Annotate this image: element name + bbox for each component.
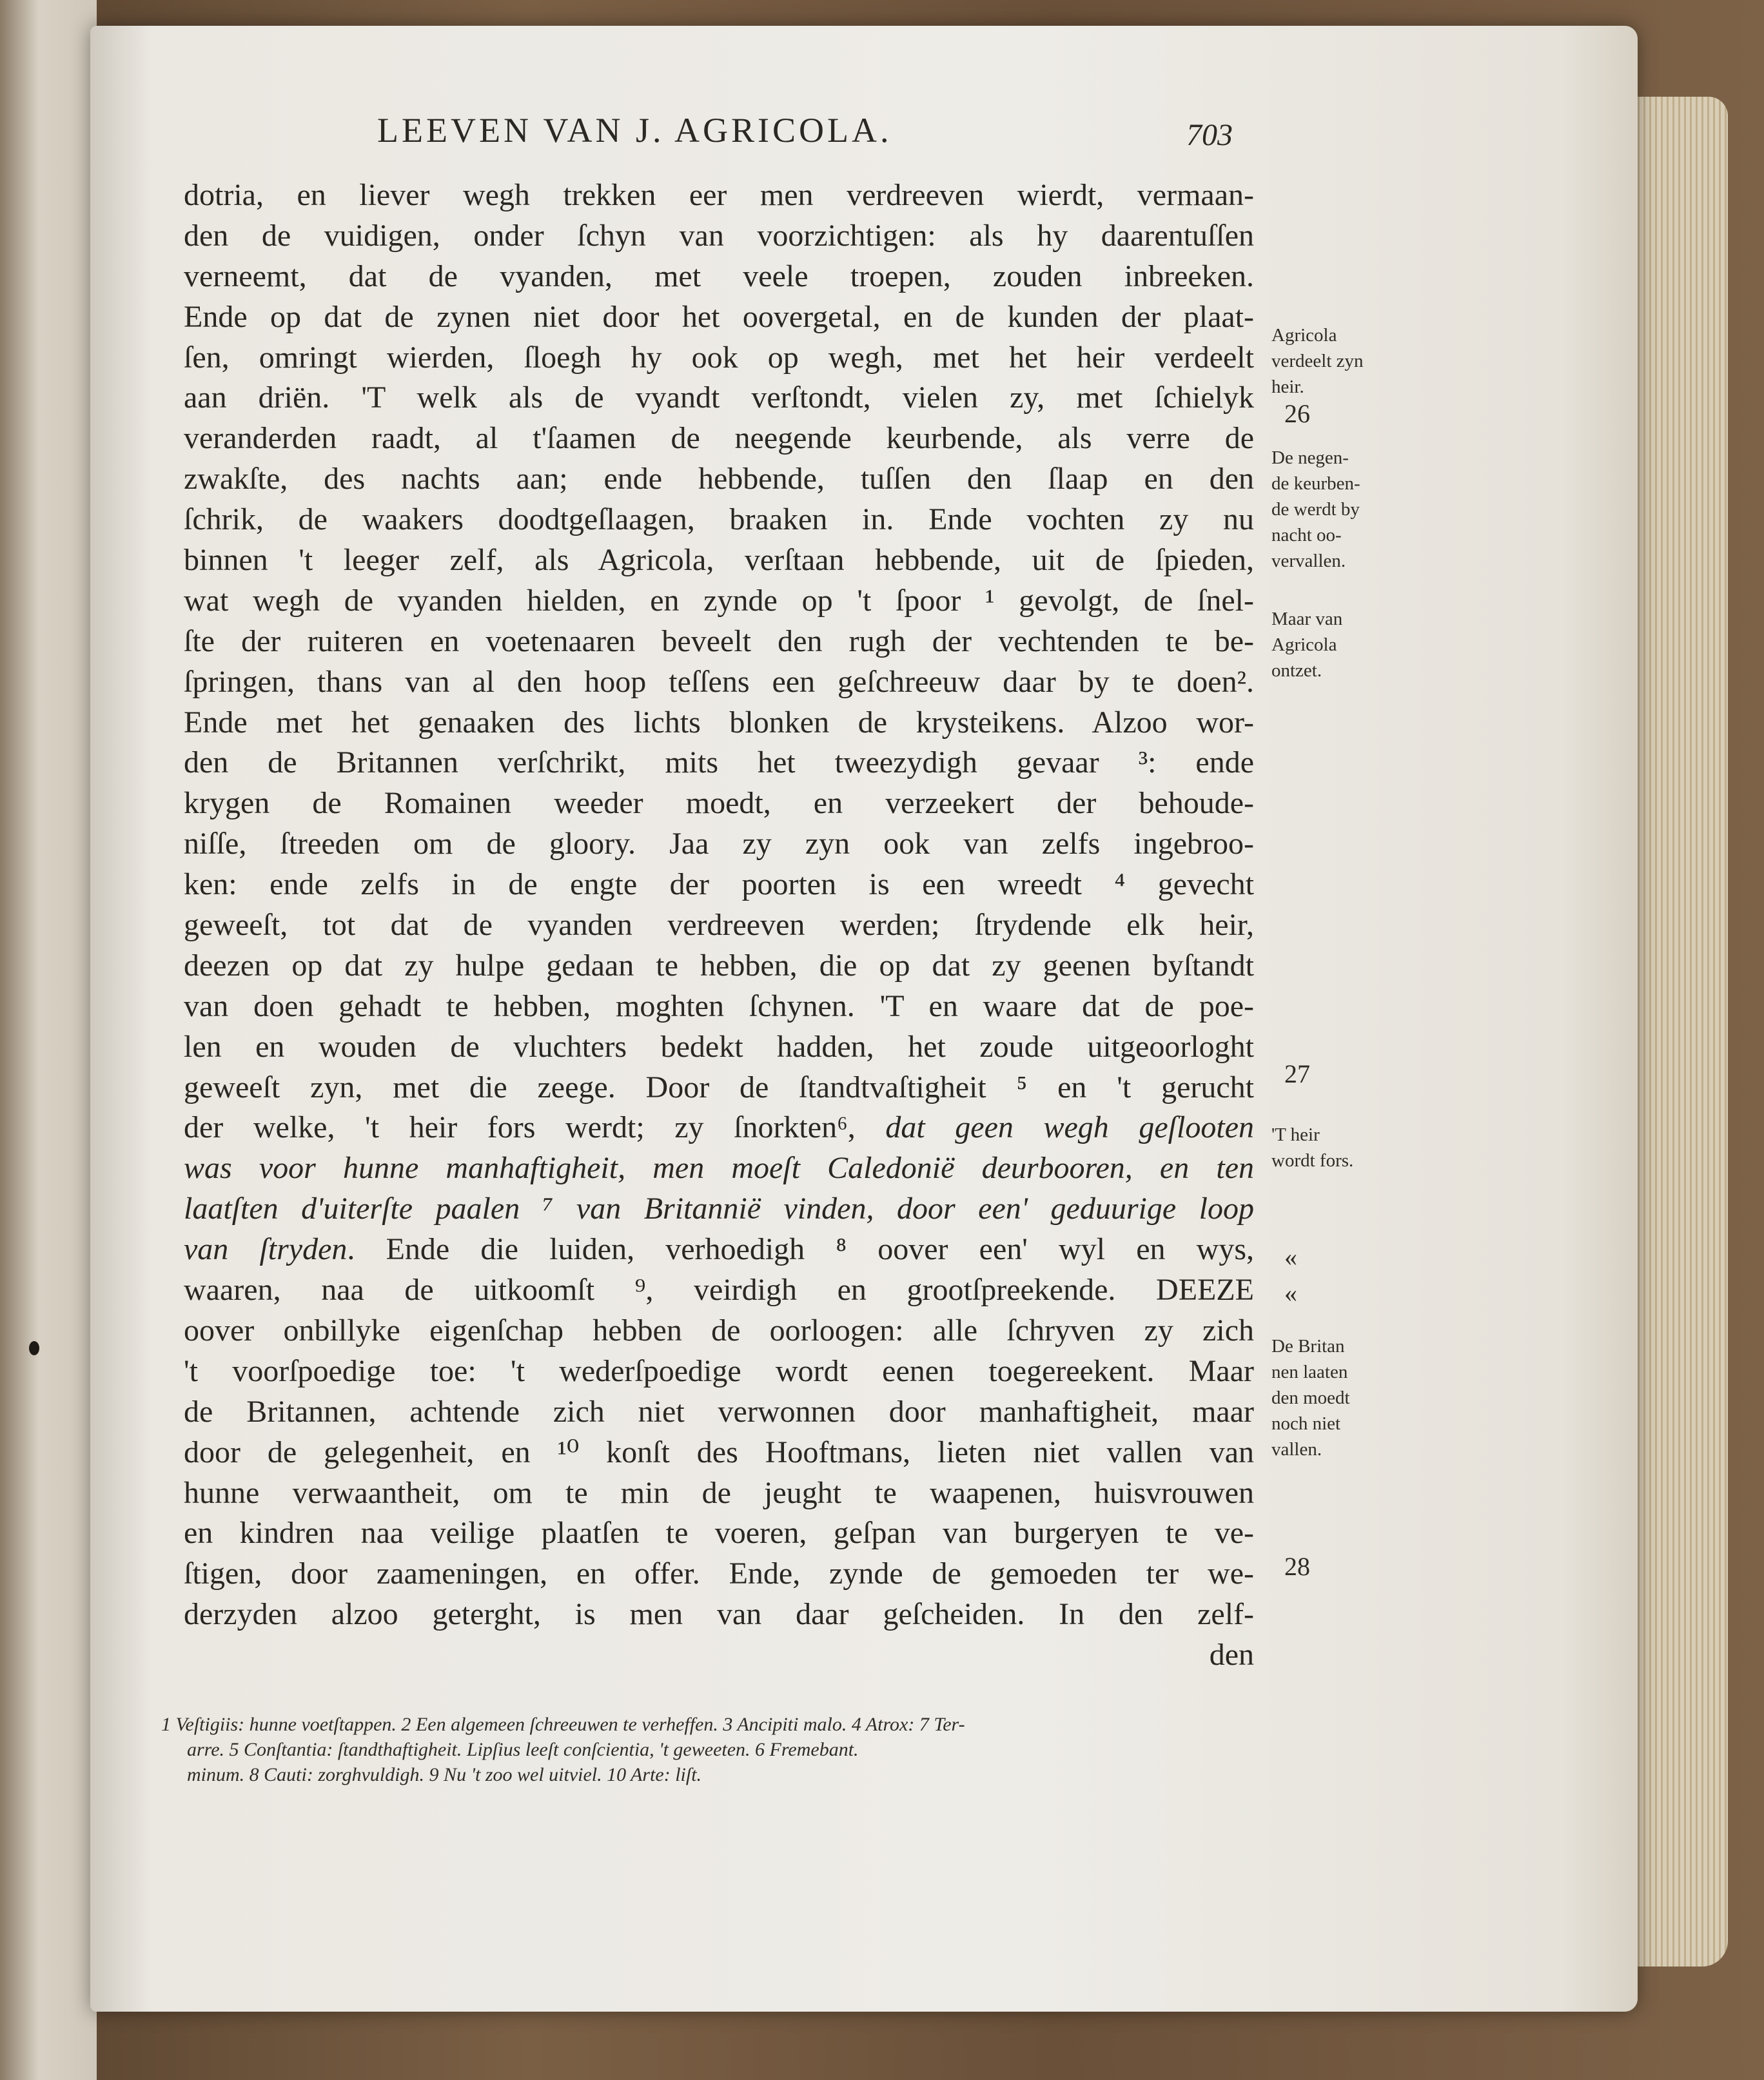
margin-note-line: «: [1284, 1279, 1297, 1308]
margin-note-line: Maar van: [1271, 609, 1343, 629]
margin-note: [1271, 445, 1394, 574]
text-line: [184, 905, 1254, 946]
margin-note-line: vervallen.: [1271, 551, 1346, 571]
text-line: [184, 1433, 1254, 1473]
margin-note: [1271, 1122, 1394, 1173]
text-line: [184, 1068, 1254, 1108]
text-line: [184, 216, 1254, 257]
margin-note: [1271, 1333, 1394, 1462]
margin-number: [1271, 1554, 1394, 1580]
text-segment: aan driën. 'T welk als de vyandt verſtondt, vielen zy, met ſchielyk: [184, 380, 1254, 415]
text-line: [184, 1148, 1254, 1189]
text-segment: len en wouden de vluchters bedekt hadden, het zoude uitgeoorloght: [184, 1029, 1254, 1064]
text-segment: door de gelegenheit, en ¹⁰ konſt des Hooftmans, lieten niet vallen van: [184, 1435, 1254, 1469]
text-line: [184, 1473, 1254, 1514]
text-segment: dotria, en liever wegh trekken eer men verdreeven wierdt, vermaan-: [184, 178, 1254, 212]
text-line: [184, 865, 1254, 905]
footnote-line: 1 Veſtigiis: hunne voetſtappen. 2 Een algemeen ſchreeuwen te verheffen. 3 Ancipiti malo. 4 Atrox: 7 Ter-: [161, 1714, 965, 1735]
margin-note-line: den moedt: [1271, 1388, 1350, 1408]
margin-note-line: nacht oo-: [1271, 525, 1342, 545]
text-segment: den de vuidigen, onder ſchyn van voorzichtigen: als hy daarentuſſen: [184, 218, 1254, 253]
text-segment: den de Britannen verſchrikt, mits het tweezydigh gevaar ³: ende: [184, 745, 1254, 780]
margin-note-line: verdeelt zyn: [1271, 351, 1364, 371]
text-line: [184, 1392, 1254, 1433]
text-segment: hunne verwaantheit, om te min de jeught te waapenen, huisvrouwen: [184, 1475, 1254, 1510]
text-line: [184, 1513, 1254, 1554]
text-line: [184, 622, 1254, 662]
text-segment: geweeſt zyn, met die zeege. Door de ſtandtvaſtigheit ⁵ en 't gerucht: [184, 1070, 1254, 1104]
text-segment: deezen op dat zy hulpe gedaan te hebben, die op dat zy geenen byſtandt: [184, 948, 1254, 983]
text-segment: de Britannen, achtende zich niet verwonnen door manhaftigheit, maar: [184, 1394, 1254, 1429]
text-line: [184, 378, 1254, 418]
text-line: [184, 783, 1254, 824]
text-segment: verneemt, dat de vyanden, met veele troepen, zouden inbreeken.: [184, 259, 1254, 293]
margin-note-line: noch niet: [1271, 1413, 1341, 1434]
text-segment: Ende op dat de zynen niet door het oovergetal, en de kunden der plaat-: [184, 299, 1254, 334]
margin-note-line: ontzet.: [1271, 660, 1322, 681]
text-line: [184, 459, 1254, 500]
text-segment: ken: ende zelfs in de engte der poorten is een wreedt ⁴ gevecht: [184, 867, 1254, 902]
text-segment: veranderden raadt, al t'ſaamen de neegende keurbende, als verre de: [184, 421, 1254, 456]
italic-text: was voor hunne manhaftigheit, men moeſt Caledonië deurbooren, en ten: [184, 1151, 1254, 1186]
footnotes: [161, 1712, 1296, 1787]
text-line: [184, 1351, 1254, 1392]
margin-note-line: «: [1284, 1242, 1297, 1271]
text-segment: oover onbillyke eigenſchap hebben de oorloogen: alle ſchryven zy zich: [184, 1313, 1254, 1348]
text-line: [184, 1635, 1254, 1676]
margin-note-line: 'T heir: [1271, 1124, 1320, 1145]
text-line: [184, 824, 1254, 865]
text-segment: en kindren naa veilige plaatſen te voeren, geſpan van burgeryen te ve-: [184, 1516, 1254, 1551]
text-segment: . Ende die luiden, verhoedigh ⁸ oover een' wyl en wys,: [347, 1232, 1254, 1267]
text-segment: ſtigen, door zaameningen, en offer. Ende, zynde de gemoeden ter we-: [184, 1556, 1254, 1591]
margin-note: [1271, 606, 1394, 683]
text-segment: Ende met het genaaken des lichts blonken de krysteikens. Alzoo wor-: [184, 705, 1254, 740]
text-line: [184, 540, 1254, 581]
margin-number: [1271, 1280, 1394, 1306]
margin-note: [1271, 322, 1394, 400]
margin-note-line: nen laaten: [1271, 1362, 1348, 1382]
text-segment: derzyden alzoo geterght, is men van daar geſcheiden. In den zelf-: [184, 1597, 1254, 1632]
margin-note-line: 26: [1284, 399, 1310, 428]
text-line: [184, 1554, 1254, 1594]
text-line: [184, 418, 1254, 459]
text-line: [184, 662, 1254, 703]
text-line: [184, 1594, 1254, 1635]
italic-text: dat geen wegh geſlooten: [885, 1110, 1254, 1145]
ink-spot: [29, 1341, 39, 1355]
margin-number: [1271, 1244, 1394, 1270]
text-line: [184, 1108, 1254, 1148]
margin-note-line: de keurben-: [1271, 473, 1360, 494]
text-line: [184, 946, 1254, 986]
text-line: [184, 1189, 1254, 1230]
text-segment: zwakſte, des nachts aan; ende hebbende, tuſſen den ſlaap en den: [184, 462, 1254, 496]
margin-note-line: wordt fors.: [1271, 1150, 1354, 1171]
margin-number: [1271, 1061, 1394, 1087]
footnote-line: arre. 5 Conſtantia: ſtandthaftigheit. Lipſius leeſt conſcientia, 't geweeten. 6 Fremebant.: [187, 1739, 859, 1760]
running-header: LEEVEN VAN J. AGRICOLA.: [377, 111, 892, 150]
margin-note-line: De Britan: [1271, 1336, 1345, 1357]
text-line: [184, 1311, 1254, 1351]
margin-number: [1271, 401, 1394, 427]
text-segment: ſpringen, thans van al den hoop teſſens een geſchreeuw daar by te doen².: [184, 664, 1254, 699]
text-line: [184, 338, 1254, 378]
text-segment: krygen de Romainen weeder moedt, en verzeekert der behoude-: [184, 786, 1254, 821]
margin-note-line: 28: [1284, 1552, 1310, 1581]
text-line: [184, 1270, 1254, 1311]
text-segment: den: [1209, 1638, 1254, 1673]
text-segment: 't voorſpoedige toe: 't wederſpoedige wordt eenen toegereekent. Maar: [184, 1353, 1254, 1388]
text-line: [184, 297, 1254, 338]
text-segment: waaren, naa de uitkoomſt ⁹, veirdigh en grootſpreekende. DEEZE: [184, 1273, 1254, 1308]
text-line: [184, 257, 1254, 297]
text-segment: binnen 't leeger zelf, als Agricola, verſtaan hebbende, uit de ſpieden,: [184, 543, 1254, 578]
text-line: [184, 500, 1254, 540]
text-segment: geweeſt, tot dat de vyanden verdreeven werden; ſtrydende elk heir,: [184, 908, 1254, 943]
text-line: [184, 1027, 1254, 1068]
text-line: [184, 743, 1254, 783]
footnote-line: minum. 8 Cauti: zorghvuldigh. 9 Nu 't zoo wel uitviel. 10 Arte: liſt.: [187, 1764, 702, 1785]
margin-note-line: De negen-: [1271, 447, 1349, 468]
text-segment: ſchrik, de waakers doodtgeſlaagen, braaken in. Ende vochten zy nu: [184, 502, 1254, 537]
margin-note-line: Agricola: [1271, 325, 1337, 346]
facing-page-edge: [0, 0, 97, 2080]
page-number: 703: [1186, 118, 1233, 152]
text-segment: van doen gehadt te hebben, moghten ſchynen. 'T en waare dat de poe-: [184, 988, 1254, 1023]
margin-note-line: heir.: [1271, 377, 1304, 397]
text-line: [184, 581, 1254, 622]
italic-text: van ſtryden: [184, 1232, 348, 1267]
text-segment: ſen, omringt wierden, ſloegh hy ook op wegh, met het heir verdeelt: [184, 340, 1254, 375]
text-segment: niſſe, ſtreeden om de gloory. Jaa zy zyn ook van zelfs ingebroo-: [184, 827, 1254, 861]
body-text: [184, 175, 1254, 1676]
text-line: [184, 703, 1254, 743]
text-segment: der welke, 't heir fors werdt; zy ſnorkten⁶,: [184, 1110, 886, 1145]
margin-note-line: Agricola: [1271, 634, 1337, 655]
margin-note-line: 27: [1284, 1059, 1310, 1088]
margin-note-line: de werdt by: [1271, 499, 1360, 520]
text-line: [184, 1230, 1254, 1270]
text-segment: wat wegh de vyanden hielden, en zynde op 't ſpoor ¹ gevolgt, de ſnel-: [184, 583, 1254, 618]
text-line: [184, 175, 1254, 216]
margin-note-line: vallen.: [1271, 1439, 1322, 1460]
italic-text: laatſten d'uiterſte paalen ⁷ van Britannië vinden, door een' geduurige loop: [184, 1192, 1254, 1226]
text-line: [184, 986, 1254, 1027]
text-segment: ſte der ruiteren en voetenaaren beveelt den rugh der vechtenden te be-: [184, 623, 1254, 658]
